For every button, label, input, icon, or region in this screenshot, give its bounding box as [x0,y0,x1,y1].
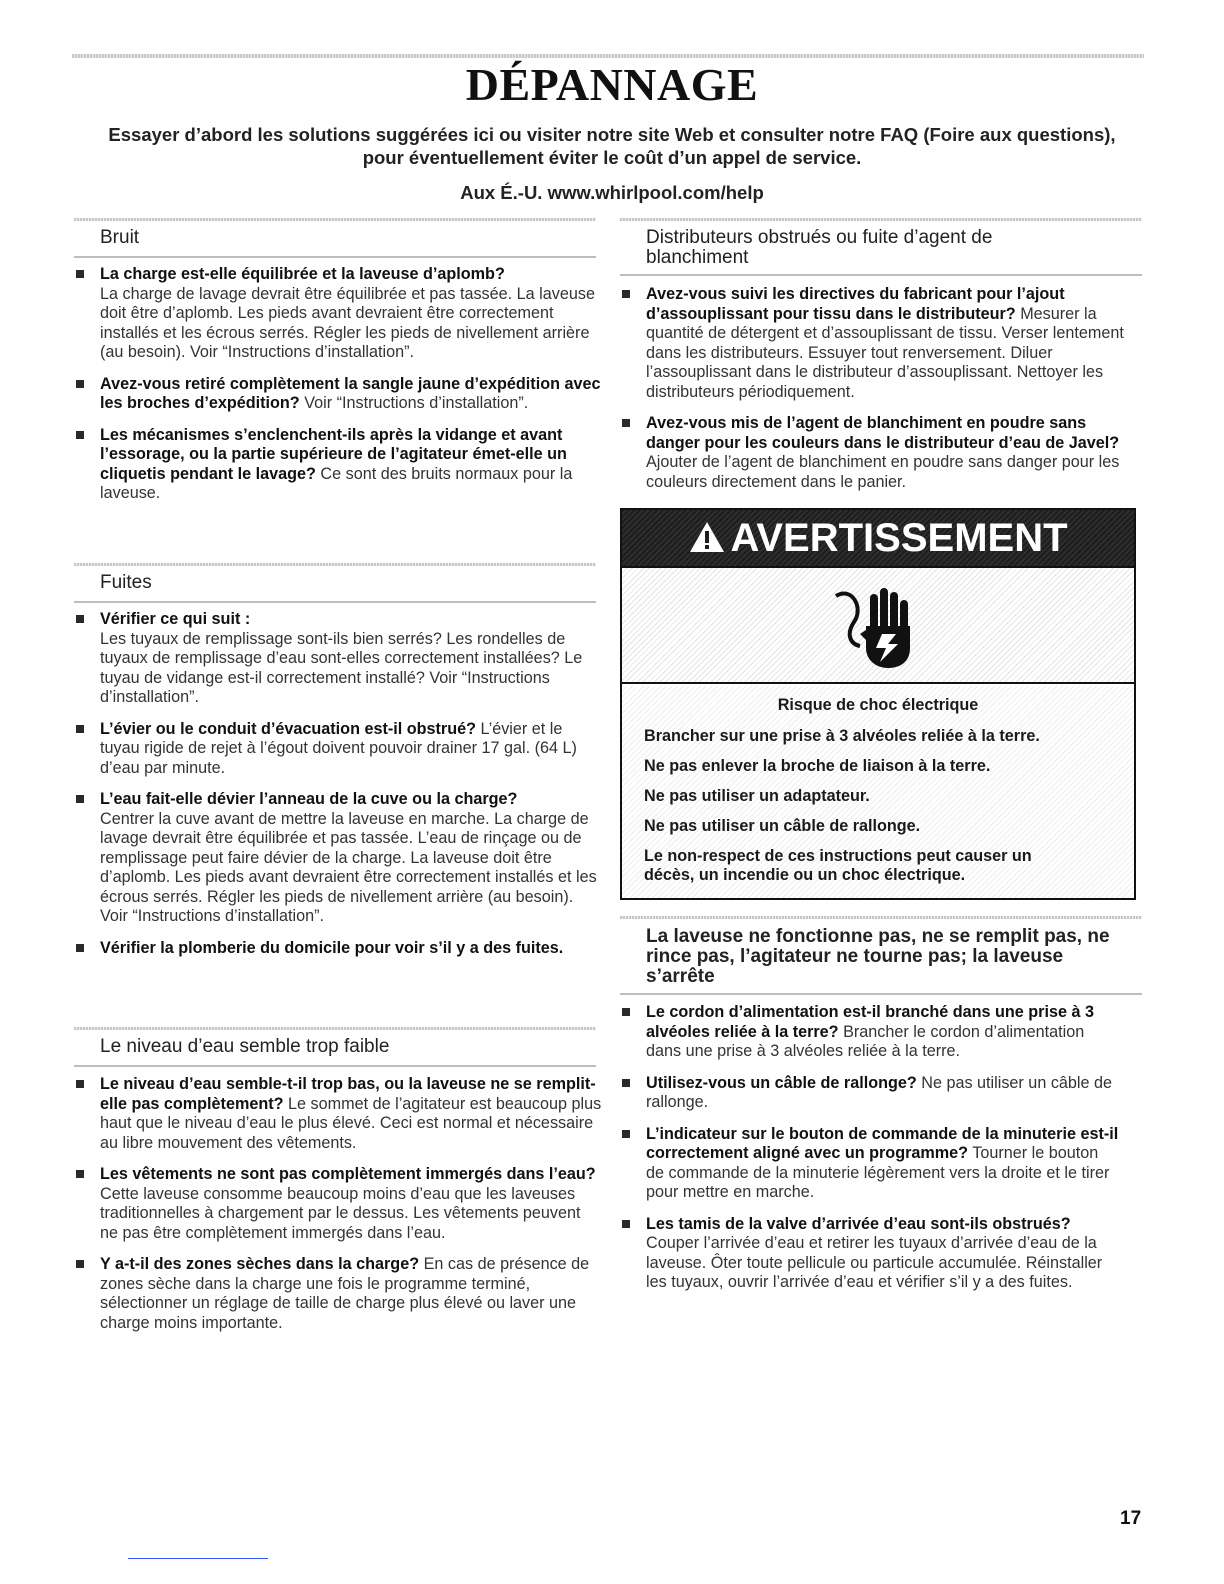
list-item [74,426,602,504]
bruit-rule-bottom [74,256,596,258]
item-answer: Ajouter de l’agent de blanchiment en poudre sans danger pour les couleurs directement dans le panier. [646,453,1120,491]
intro-text [60,123,1164,204]
item-question: Les vêtements ne sont pas complètement immergés dans l’eau? [100,1165,596,1183]
list-item [74,1255,602,1333]
warning-line: Le non-respect de ces instructions peut causer un décès, un incendie ou un choc électrique. [644,847,1032,884]
item-question: Avez-vous suivi les directives du fabricant pour l’ajout d’assouplissant pour tissu dans le distributeur? [646,285,1065,323]
warning-risk: Risque de choc électrique [777,696,979,714]
bullet-icon [76,615,84,623]
section-heading-distributeurs: Distributeurs obstrués ou fuite d’agent de blanchiment [646,227,993,268]
bullet-icon [76,431,84,439]
warning-icon-panel [622,566,1134,684]
warning-box [620,508,1136,900]
bullet-icon [622,1008,630,1016]
item-question: La charge est-elle équilibrée et la laveuse d’aplomb? [100,265,505,283]
intro-line-1: Essayer d’abord les solutions suggérées ici ou visiter notre site Web et consulter notre FAQ (Foire aux questions), [108,124,1116,145]
bullet-icon [622,1130,630,1138]
page-number: 17 [1120,1508,1142,1529]
warning-header [622,510,1134,566]
item-answer: Centrer la cuve avant de mettre la laveuse en marche. La charge de lavage devrait être équilibrée et pas tassée. L’eau de rinçage ou de remplissage peut faire dévier de la charge. La laveuse doit être d’aplomb. Les pieds avant devraient être correctement installés et les écrous serrés. Régler les pieds de nivellement arrière (au besoin). Voir “Instructions d’installation”. [100,809,597,925]
item-question: L’eau fait-elle dévier l’anneau de la cuve ou la charge? [100,790,518,808]
item-answer: Couper l’arrivée d’eau et retirer les tuyaux d’arrivée d’eau de la laveuse. Ôter toute pellicule ou particule accumulée. Réinstaller les tuyaux, ouvrir l’arrivée d’eau et vérifier s’il y a des fuites. [646,1234,1103,1291]
item-question: L’évier ou le conduit d’évacuation est-il obstrué? [100,719,476,738]
item-question: L’indicateur sur le bouton de commande de la minuterie est-il correctement aligné avec un programme? [646,1124,1119,1162]
warning-line: Brancher sur une prise à 3 alvéoles reliée à la terre. [644,727,1040,745]
item-answer: Mesurer la quantité de détergent et d’assouplissant de tissu. Verser lentement dans les distributeurs. Essuyer tout renversement. Diluer l’assouplissant dans le distributeur d’assouplissant. Nettoyer les distributeurs périodiquement. [646,304,1124,401]
item-question: Les tamis de la valve d’arrivée d’eau sont-ils obstrués? [646,1214,1071,1233]
bullet-icon [76,944,84,952]
bullet-icon [622,1079,630,1087]
item-answer: Les tuyaux de remplissage sont-ils bien serrés? Les rondelles de tuyaux de remplissage d’eau sont-elles correctement installées? Le tuyau de vidange est-il correctement installé? Voir “Instructions d’installation”. [100,629,583,706]
item-question: Avez-vous mis de l’agent de blanchiment en poudre sans danger pour les couleurs dans le distributeur d’eau de Javel? [646,414,1120,452]
niveau-rule-top [74,1027,596,1030]
bullet-icon [76,1260,84,1268]
bullet-icon [622,1220,630,1228]
item-answer: En cas de présence de zones sèche dans la charge une fois le programme terminé, sélectionner un réglage de taille de charge plus élevé ou laver une charge moins importante. [100,1255,590,1332]
laveuse-rule-top [620,916,1142,919]
distributeurs-rule-top [620,218,1142,221]
warning-line: Ne pas utiliser un câble de rallonge. [644,817,921,835]
item-answer: Le sommet de l’agitateur est beaucoup plus haut que le niveau d’eau le plus élevé. Ceci est normal et nécessaire au libre mouvement des vêtements. [100,1094,602,1152]
help-url[interactable]: Aux É.-U. www.whirlpool.com/help [460,182,764,203]
list-item [620,1074,1120,1113]
electric-shock-hand-icon [830,582,926,672]
bullet-icon [76,270,84,278]
list-item [74,265,602,363]
bullet-icon [76,380,84,388]
section-heading-niveau: Le niveau d’eau semble trop faible [100,1036,390,1057]
bullet-icon [76,795,84,803]
warning-line: Ne pas enlever la broche de liaison à la terre. [644,757,991,775]
intro-line-2: pour éventuellement éviter le coût d’un appel de service. [362,147,862,168]
page-title: DÉPANNAGE [465,59,759,110]
bruit-list [74,265,602,516]
warning-triangle-icon [688,520,726,554]
item-question: Utilisez-vous un câble de rallonge? [646,1073,917,1092]
list-item [74,939,602,959]
item-question: Les mécanismes s’enclenchent-ils après la vidange et avant l’essorage, ou la partie supérieure de l’agitateur émet-elle un cliquetis pendant le lavage? [100,425,567,483]
warning-title: AVERTISSEMENT [730,516,1068,560]
list-item [620,1125,1120,1203]
list-item [74,375,602,414]
bullet-icon [622,419,630,427]
bullet-icon [76,1080,84,1088]
item-question: Y a-t-il des zones sèches dans la charge? [100,1255,420,1273]
item-answer: Ce sont des bruits normaux pour la laveuse. [100,464,573,502]
item-answer: La charge de lavage devrait être équilibrée et pas tassée. La laveuse doit être d’aplomb. Les pieds avant devraient être correctement installés et les écrous serrés. Régler les pieds de nivellement arrière (au besoin). Voir “Instructions d’installation”. [100,284,595,361]
warning-text-panel [622,686,1134,898]
list-item [620,1003,1120,1062]
list-item [74,790,602,927]
item-question: Le cordon d’alimentation est-il branché dans une prise à 3 alvéoles reliée à la terre? [646,1003,1094,1041]
laveuse-rule-bottom [620,993,1142,995]
bullet-icon [76,725,84,733]
item-answer: Brancher le cordon d’alimentation dans une prise à 3 alvéoles reliée à la terre. [646,1022,1085,1060]
niveau-list [74,1075,602,1345]
item-answer: Ne pas utiliser un câble de rallonge. [646,1073,1113,1111]
bruit-rule-top [74,218,596,221]
item-answer: L’évier et le tuyau rigide de rejet à l’égout doivent pouvoir drainer 17 gal. (64 L) d’eau par minute. [100,719,577,777]
list-item [74,610,602,708]
fuites-rule-top [74,563,596,566]
warning-line: Ne pas utiliser un adaptateur. [644,787,870,805]
section-heading-bruit: Bruit [100,227,140,248]
item-answer: Tourner le bouton de commande de la minuterie légèrement vers la droite et le tirer pour mettre en marche. [646,1144,1110,1201]
item-question: Vérifier la plomberie du domicile pour voir s’il y a des fuites. [100,938,564,957]
list-item [620,285,1136,402]
distributeurs-rule-bottom [620,274,1142,276]
distributeurs-list [620,285,1136,504]
footer-link-line [128,1558,268,1559]
item-question: Avez-vous retiré complètement la sangle jaune d’expédition avec les broches d’expédition? [100,374,601,412]
list-item [74,1075,602,1153]
fuites-list [74,610,602,970]
fuites-rule-bottom [74,601,596,603]
section-heading-fuites: Fuites [100,572,152,593]
item-question: Vérifier ce qui suit : [100,610,251,628]
list-item [74,1165,602,1243]
item-answer: Cette laveuse consomme beaucoup moins d’eau que les laveuses traditionnelles à chargement par le dessus. Les vêtements peuvent ne pas être complètement immergés dans l’eau. [100,1184,581,1242]
list-item [620,1215,1120,1293]
item-answer: Voir “Instructions d’installation”. [304,394,529,412]
bullet-icon [622,290,630,298]
niveau-rule-bottom [74,1065,596,1067]
list-item [620,414,1136,492]
item-question: Le niveau d’eau semble-t-il trop bas, ou la laveuse ne se remplit-elle pas complètement? [100,1075,596,1113]
laveuse-list [620,1003,1120,1305]
bullet-icon [76,1170,84,1178]
section-heading-laveuse: La laveuse ne fonctionne pas, ne se remplit pas, ne rince pas, l’agitateur ne tourne pas; la laveuse s’arrête [646,926,1110,987]
list-item [74,720,602,779]
